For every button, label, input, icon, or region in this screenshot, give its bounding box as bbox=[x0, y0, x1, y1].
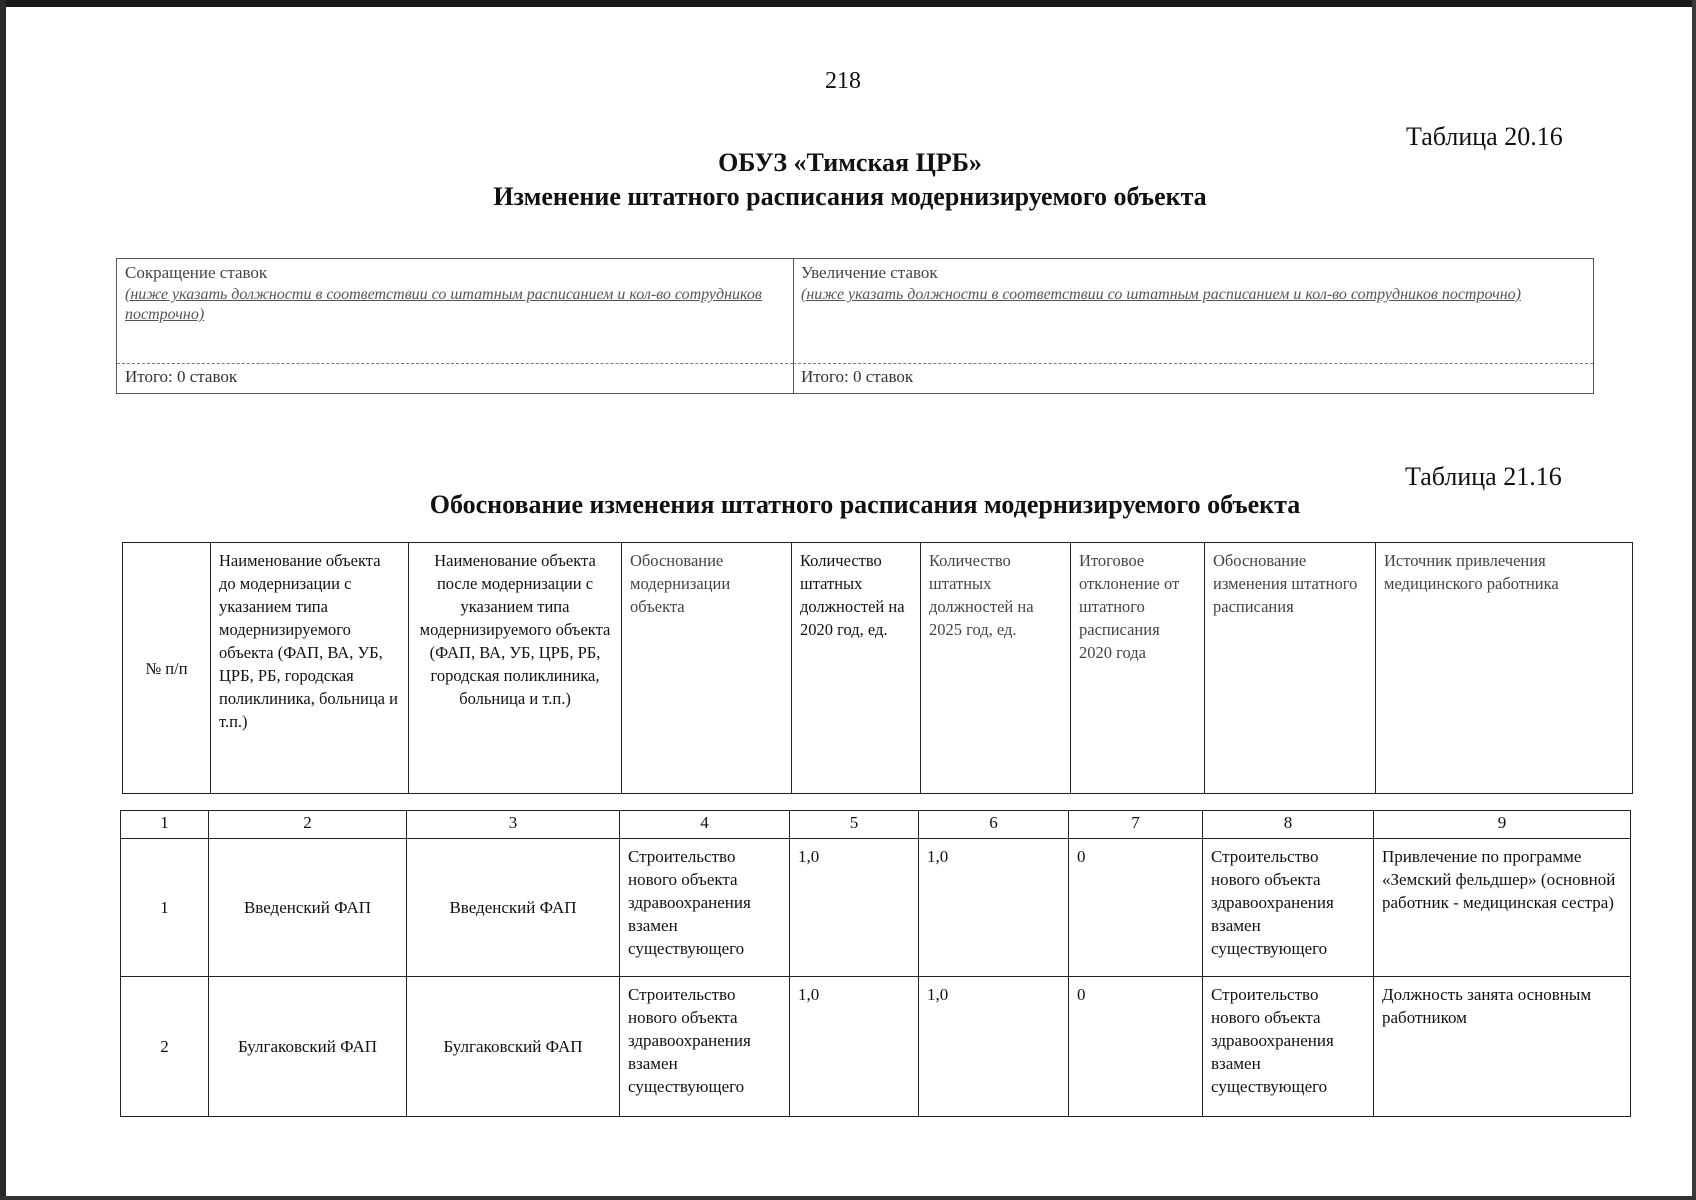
scan-border-right bbox=[1692, 0, 1696, 1200]
header-modernization-justification: Обоснование модернизации объекта bbox=[622, 543, 792, 794]
object-after: Булгаковский ФАП bbox=[407, 977, 620, 1117]
table21-label: Таблица 21.16 bbox=[1405, 462, 1562, 491]
table21-title: Обоснование изменения штатного расписания модернизируемого объекта bbox=[429, 490, 1301, 519]
column-number: 8 bbox=[1203, 811, 1374, 839]
object-before: Булгаковский ФАП bbox=[209, 977, 407, 1117]
column-number: 7 bbox=[1069, 811, 1203, 839]
reduction-column bbox=[117, 259, 794, 393]
change-justification: Строительство нового объекта здравоохранения взамен существующего bbox=[1203, 839, 1374, 977]
scan-border-top bbox=[0, 0, 1696, 7]
table20-org-title: ОБУЗ «Тимская ЦРБ» bbox=[718, 148, 982, 177]
table-row bbox=[121, 977, 1631, 1117]
page-number: 218 bbox=[825, 68, 861, 94]
object-before: Введенский ФАП bbox=[209, 839, 407, 977]
staff-source: Должность занята основным работником bbox=[1374, 977, 1631, 1117]
deviation: 0 bbox=[1069, 977, 1203, 1117]
staff-source: Привлечение по программе «Земский фельдшер» (основной работник - медицинская сестра) bbox=[1374, 839, 1631, 977]
staff-2025: 1,0 bbox=[919, 839, 1069, 977]
modernization-justification: Строительство нового объекта здравоохранения взамен существующего bbox=[620, 977, 790, 1117]
column-number: 4 bbox=[620, 811, 790, 839]
staff-change-table bbox=[116, 258, 1594, 394]
header-number: № п/п bbox=[123, 543, 211, 794]
scan-border-bottom bbox=[0, 1196, 1696, 1200]
divider bbox=[793, 363, 1593, 364]
reduction-total: Итого: 0 ставок bbox=[125, 367, 238, 386]
column-number: 3 bbox=[407, 811, 620, 839]
column-number: 2 bbox=[209, 811, 407, 839]
header-object-before: Наименование объекта до модернизации с указанием типа модернизируемого объекта (ФАП, ВА, УБ, ЦРБ, РБ, городская поликлиника, больница и т.п.) bbox=[211, 543, 409, 794]
staff-2020: 1,0 bbox=[790, 839, 919, 977]
header-staff-2025: Количество штатных должностей на 2025 год, ед. bbox=[921, 543, 1071, 794]
deviation: 0 bbox=[1069, 839, 1203, 977]
staff-2025: 1,0 bbox=[919, 977, 1069, 1117]
justification-table-header bbox=[122, 542, 1633, 794]
increase-heading: Увеличение ставок bbox=[801, 263, 938, 282]
increase-total: Итого: 0 ставок bbox=[801, 367, 914, 386]
column-number: 6 bbox=[919, 811, 1069, 839]
column-number: 9 bbox=[1374, 811, 1631, 839]
table20-label: Таблица 20.16 bbox=[1406, 122, 1563, 151]
row-number: 2 bbox=[121, 977, 209, 1117]
column-number: 5 bbox=[790, 811, 919, 839]
object-after: Введенский ФАП bbox=[407, 839, 620, 977]
header-staff-2020: Количество штатных должностей на 2020 год, ед. bbox=[792, 543, 921, 794]
increase-note: (ниже указать должности в соответствии со штатным расписанием и кол-во сотрудников построчно) bbox=[801, 286, 1521, 303]
header-deviation: Итоговое отклонение от штатного расписания 2020 года bbox=[1071, 543, 1205, 794]
change-justification: Строительство нового объекта здравоохранения взамен существующего bbox=[1203, 977, 1374, 1117]
column-numbers-row bbox=[121, 811, 1631, 839]
table20-title: Изменение штатного расписания модернизируемого объекта bbox=[493, 182, 1207, 211]
scan-border-left bbox=[0, 0, 6, 1200]
header-staff-source: Источник привлечения медицинского работника bbox=[1376, 543, 1633, 794]
reduction-note: (ниже указать должности в соответствии со штатным расписанием и кол-во сотрудников построчно) bbox=[125, 286, 762, 323]
reduction-heading: Сокращение ставок bbox=[125, 263, 268, 282]
table-row bbox=[121, 839, 1631, 977]
header-change-justification: Обоснование изменения штатного расписания bbox=[1205, 543, 1376, 794]
column-number: 1 bbox=[121, 811, 209, 839]
modernization-justification: Строительство нового объекта здравоохранения взамен существующего bbox=[620, 839, 790, 977]
divider bbox=[117, 363, 793, 364]
header-object-after: Наименование объекта после модернизации с указанием типа модернизируемого объекта (ФАП, ВА, УБ, ЦРБ, РБ, городская поликлиника, больница и т.п.) bbox=[409, 543, 622, 794]
justification-table-body bbox=[120, 810, 1631, 1117]
row-number: 1 bbox=[121, 839, 209, 977]
increase-column bbox=[793, 259, 1593, 393]
staff-2020: 1,0 bbox=[790, 977, 919, 1117]
